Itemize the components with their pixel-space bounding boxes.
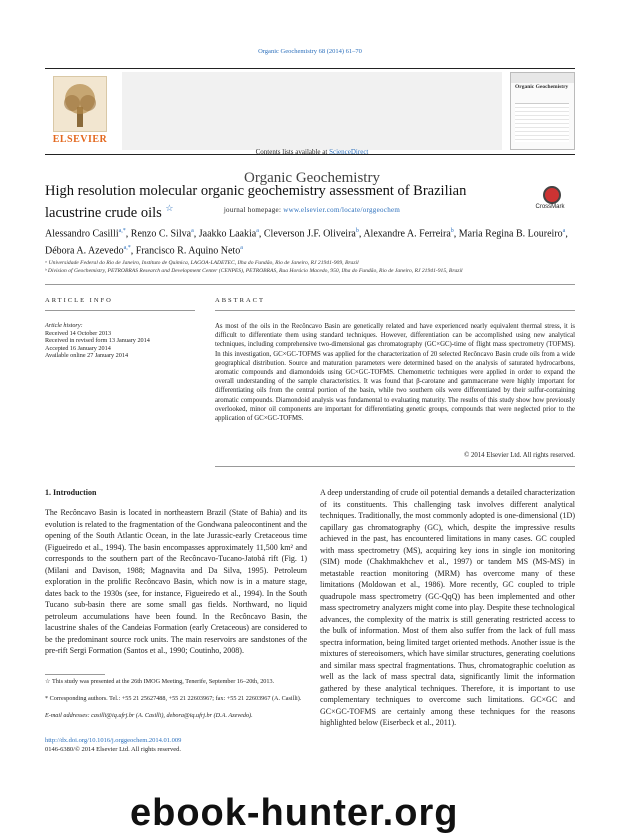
masthead-bottom-rule (45, 154, 575, 155)
author-affil-mark[interactable]: a,* (118, 228, 126, 234)
title-footnote-mark[interactable]: ☆ (165, 203, 174, 213)
crossmark-icon (543, 186, 561, 204)
elsevier-tree-icon (53, 76, 107, 132)
journal-cover-thumbnail (510, 72, 575, 150)
history-label: Article history: (45, 322, 83, 329)
issn-line: 0146-6380/© 2014 Elsevier Ltd. All rights reserved. (45, 746, 181, 753)
publisher-logo (45, 72, 115, 145)
section-heading-introduction: 1. Introduction (45, 488, 97, 497)
abstract-text: As most of the oils in the Recôncavo Basin are genetically related and have experienced nearly equivalent thermal stress, it is difficult to differentiate them using standard techniques. However, differentiation can be accomplished using new analytical techniques, including comprehensive two-dimensional gas chromatography (GC×GC)-time of flight mass spectrometry (TOFMS). In this investigation, GC×GC-TOFMS was applied for the characterization of 20 selected Recôncavo Basin crude oils from a wide geographical distribution. Source and maturation parameters were determined based on the analysis of saturated hydrocarbons, aromatic compounds and diamondoids using GC×GC-TOFMS. Chemometric techniques were applied in order to expand the overall understanding of the sample characteristics. It was found that β-carotane and gammacerane were highly important for differentiating oils from the central portion of the basin, while two southern oils were differentiated by their sulfur-containing aromatic compounds. Diamondoid analysis was fundamental to evaluating maturity. The results of this study show how previously overlooked, minor oil components are important for differentiating genetic groups, compounds that were neglected prior to the application of GC×GC-TOFMS. (215, 323, 575, 423)
article-history (45, 322, 195, 360)
contents-prefix: Contents lists available at (255, 148, 330, 156)
crossmark-label: CrossMark (535, 204, 565, 210)
author-affil-mark[interactable]: b (355, 228, 359, 234)
author-affil-mark[interactable]: a (240, 245, 243, 252)
author-affil-mark[interactable]: a (191, 228, 194, 234)
article-info-heading: ARTICLE INFO (45, 297, 113, 304)
homepage-link[interactable]: www.elsevier.com/locate/orggeochem (283, 206, 401, 214)
cover-title: Organic Geochemistry (515, 84, 569, 90)
history-revised: Received in revised form 13 January 2014 (45, 337, 150, 345)
crossmark-button[interactable] (525, 186, 575, 212)
author-affil-mark[interactable]: b (450, 228, 454, 234)
abstract-heading: ABSTRACT (215, 297, 265, 304)
sciencedirect-link[interactable]: ScienceDirect (329, 148, 369, 156)
cover-decoration (515, 103, 569, 142)
author: Francisco R. Aquino Neto (135, 245, 241, 257)
intro-column-2: A deep understanding of crude oil potential demands a detailed characterization of its constituents. This challenging task involves different analytical techniques. Traditionally, the most commonly adopted is one-dimensional (1D) capillary gas chromatography (GC), which, despite the impressive results achieved in the past, has encountered limitations in many cases. GC coupled with mass spectrometry (MS), acquiring key ions in single ion monitoring (SIM) mode (Chakhmakhchev et al., 1997) or tandem MS (MS-MS) in metastable reaction monitoring (MRM) has overcome many of these limitations (Moldowan et al., 1986). More recently, GC coupled to triple quadrupole mass spectrometry (GC-QqQ) has been implemented and other mass spectrometry analyzers might come into play. Despite these technological advances, the complexity of the matrix is still generating restricted access to the bulk of information. Most of them also suffer from the lack of full mass spectra information, being limited target oriented methods. Another issue is the mixtures of stereoisomers, which have similar structures, generating coelutions and similar mass spectral fragmentations. Thus, chromatographic coelution as well as the lack of mass spectral data, significantly limit the information gathered by these analytical techniques. Therefore, it is important to use complementary techniques to overcome such limitations. GC×GC and GC×GC-TOFMS are certainly among these techniques for the reasons highlighted below (Eiserbeck et al., 2011). (320, 488, 576, 727)
footnote-rule (45, 674, 105, 675)
abstract-end-rule (215, 466, 575, 467)
author: Jaakko Laakia (198, 228, 257, 240)
publisher-name: ELSEVIER (52, 134, 108, 145)
affiliation-a: ᵃ Universidade Federal do Rio de Janeiro, Instituto de Química, LAGOA-LADETEC, Ilha do Fundão, Rio de Janeiro, RJ 21941-909, Brazil (45, 260, 359, 266)
article-title (45, 183, 505, 222)
masthead-top-rule (45, 68, 575, 69)
article-title-text: High resolution molecular organic geochemistry assessment of Brazilian lacustrine crude oils (45, 183, 467, 221)
intro-column-1: The Recôncavo Basin is located in northeastern Brazil (State of Bahia) and its evolution is related to the fragmentation of the Gondwana paleocontinent and the opening of the South Atlantic Ocean, in the late Jurassic-early Cretaceous time (Figueiredo et al., 1994). The basin encompasses approximately 11,500 km² and corresponds to the southern part of the Recôncavo-Tucano-Jatobá rift (Fig. 1) (Milani and Davison, 1988; Magnavita and Da Silva, 1995). Petroleum exploration in the prolific Recôncavo Basin, which now is in a mature stage, dates back to the 1930s (see, for instance, Figueiredo et al., 1994). In the South Tucano sub-basin there are some small gas fields. Northward, no liquid petroleum accumulations have been found. In the Recôncavo Basin, the lacustrine shales of the Candeias Formation (early Cretaceous) are considered to be the predominant source rock units. The main reservoirs are sandstones of the pre-rift Sergi Formation (Santos et al., 1990; Coutinho, 2008). (45, 508, 307, 655)
abstract-copyright: © 2014 Elsevier Ltd. All rights reserved. (464, 452, 575, 459)
history-online: Available online 27 January 2014 (45, 352, 129, 360)
journal-reference[interactable]: Organic Geochemistry 68 (2014) 61–70 (258, 48, 362, 55)
author: Cleverson J.F. Oliveira (263, 228, 356, 240)
footnote-presentation: ☆ This study was presented at the 26th IMOG Meeting, Tenerife, September 16–20th, 2013. (45, 678, 275, 685)
history-received: Received 14 October 2013 (45, 329, 112, 337)
affiliation-b: ᵇ Division of Geochemistry, PETROBRAS Research and Development Center (CENPES), PETROBRAS, Rua Horácio Macedo, 950, Ilha do Fundão, Rio de Janeiro, RJ 21941-915, Brazil (45, 268, 463, 274)
article-info-rule (45, 310, 195, 311)
homepage-prefix: journal homepage: (223, 206, 284, 214)
footnote-email: E-mail addresses: casilli@iq.ufrj.br (A. Casilli), debora@iq.ufrj.br (D.A. Azevedo). (45, 712, 253, 719)
author-affil-mark[interactable]: a,* (123, 245, 131, 252)
footnote-corresponding: * Corresponding authors. Tel.: +55 21 25627488, +55 21 22603967; fax: +55 21 22603967 (A. Casilli). (45, 695, 302, 702)
author-affil-mark[interactable]: a (256, 228, 259, 234)
author: Alexandre A. Ferreira (363, 228, 451, 240)
history-accepted: Accepted 16 January 2014 (45, 344, 111, 352)
doi-link[interactable] (45, 737, 181, 744)
author: Alessandro Casilli (45, 228, 119, 240)
author: Renzo C. Silva (130, 228, 192, 240)
journal-title: Organic Geochemistry (244, 170, 380, 186)
author-list: Alessandro Casilli$^{a,*}$, Renzo C. Silva$^a$, Jaakko Laakia$^a$, Cleverson J.F. Oliveira$^b$, Alexandre A. Ferreira$^b$, Maria Regina B. Loureiro$^a$, Débora A. Azevedo$^{a,*}$, Francisco R. Aquino Neto$^a$ (45, 228, 568, 257)
cover-band (511, 73, 574, 83)
abstract-rule (215, 310, 575, 311)
header-divider (45, 284, 575, 285)
doi-text[interactable]: http://dx.doi.org/10.1016/j.orggeochem.2014.01.009 (45, 737, 182, 744)
author: Maria Regina B. Loureiro (458, 228, 563, 240)
author: Débora A. Azevedo (45, 245, 124, 257)
watermark-text: ebook-hunter.org (130, 792, 459, 834)
author-affil-mark[interactable]: a (562, 228, 566, 234)
